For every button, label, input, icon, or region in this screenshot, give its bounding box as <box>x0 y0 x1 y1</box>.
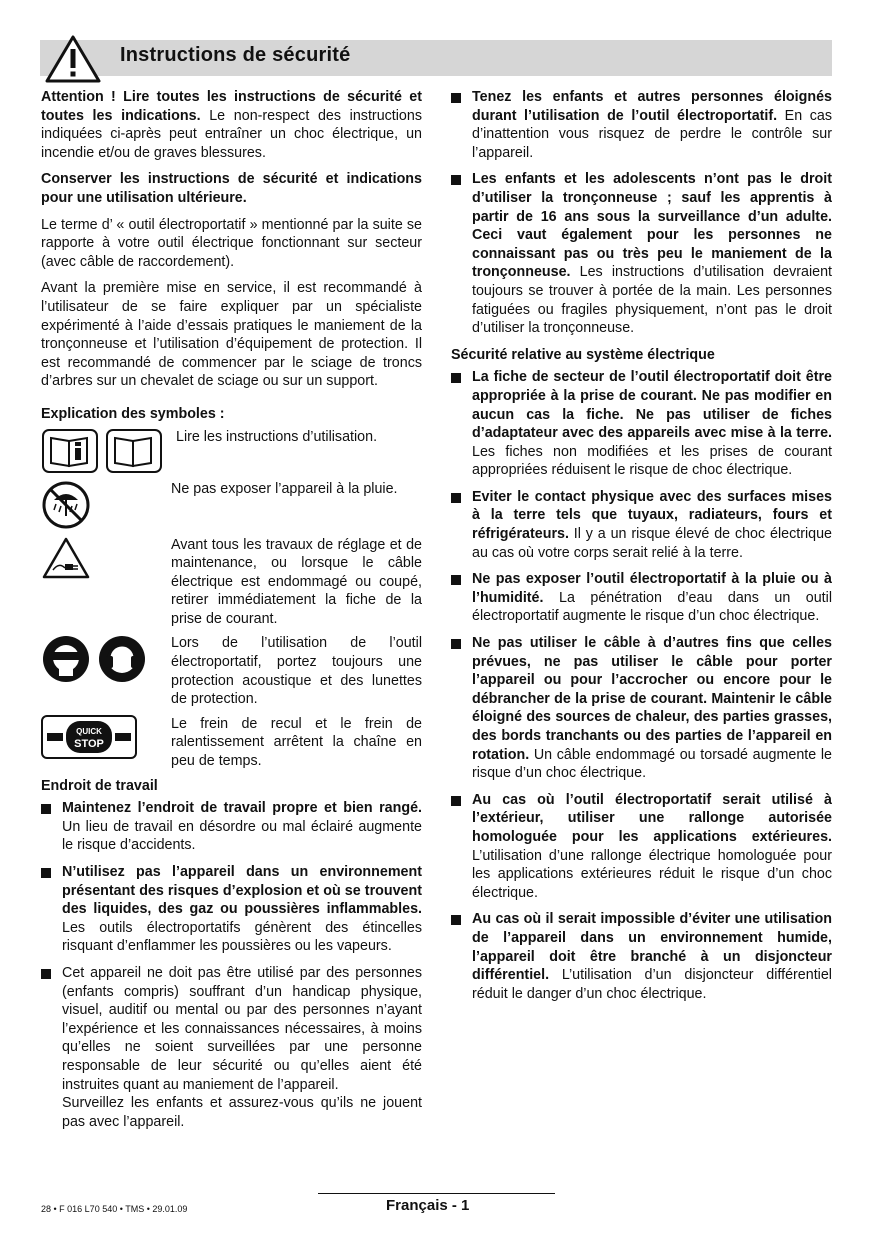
book-icon <box>105 428 163 474</box>
workplace-heading: Endroit de travail <box>41 777 158 794</box>
list-item: Eviter le contact physique avec des surfaces mises à la terre tels que tuyaux, radiateurs, fours et réfrigérateurs. Il y a un risque élevé de choc électrique au cas où votre corps serait relié à la terre. <box>451 488 832 562</box>
badge-top-text: QUICK <box>76 726 102 736</box>
list-item: Ne pas exposer l’outil électroportatif à la pluie ou à l’humidité. La pénétration d’eau dans un outil électroportatif augmente le risque d’un choc électrique. <box>451 570 832 626</box>
keep-instructions: Conserver les instructions de sécurité et indications pour une utilisation ultérieure. <box>41 171 422 206</box>
list-item: La fiche de secteur de l’outil électroportatif doit être appropriée à la prise de courant. Ne pas modifier en aucun cas la fiche. Ne pas utiliser de fiches d’adaptateur avec des appareils avec mise à la terre. Les fiches non modifiées et les prises de courant appropriées réduisent le risque de choc électrique. <box>451 368 832 480</box>
symbol-row-read-manual <box>41 428 422 474</box>
warning-triangle-icon <box>44 34 102 84</box>
symbol-text: Ne pas exposer l’appareil à la pluie. <box>171 480 398 497</box>
electric-list <box>451 368 832 1003</box>
no-rain-icon <box>41 480 91 530</box>
workplace-list <box>41 799 422 1131</box>
symbol-row-protection <box>41 634 422 708</box>
manual-info-icon <box>41 428 99 474</box>
intro-warning: Attention ! Lire toutes les instructions de sécurité et toutes les indications. Le non-respect des instructions indiquées ci-après peut entraîner un choc électrique, un incendie et/ou de graves blessures. <box>41 89 422 161</box>
list-item: Tenez les enfants et autres personnes éloignés durant l’utilisation de l’outil électroportatif. En cas d’inattention vous risquez de perdre le contrôle sur l’appareil. <box>451 88 832 162</box>
list-item: N’utilisez pas l’appareil dans un environnement présentant des risques d’explosion et où se trouvent des liquides, des gaz ou poussières inflammables. Les outils électroportatifs génèrent des étincelles risquant d’enflammer les poussières ou les vapeurs. <box>41 863 422 956</box>
badge-bottom-text: STOP <box>74 737 104 750</box>
safety-glasses-icon <box>41 634 91 684</box>
electric-heading: Sécurité relative au système électrique <box>451 346 715 363</box>
quick-stop-icon <box>41 715 137 759</box>
first-use-advice: Avant la première mise en service, il est recommandé à l’utilisateur de se faire expliquer par un spécialiste expérimenté à l’aide d’essais pratiques le maniement de la tronçonneuse et l’utilisation d’équipement de protection. Il est recommandé de commencer par le sciage de troncs d’arbres sur un chevalet de sciage ou sur un support. <box>41 280 422 390</box>
list-item: Ne pas utiliser le câble à d’autres fins que celles prévues, ne pas utiliser le câble pour porter l’appareil ou pour l’accrocher ou encore pour le débrancher de la prise de courant. Maintenir le câble éloigné des sources de chaleur, des parties grasses, des bords tranchants ou des parties de l’appareil en rotation. Un câble endommagé ou torsadé augmente le risque d’un choc électrique. <box>451 634 832 783</box>
ear-protection-icon <box>97 634 147 684</box>
term-definition: Le terme d’ « outil électroportatif » mentionné par la suite se rapporte à votre outil électrique fonctionnant sur secteur (avec câble de raccordement). <box>41 216 422 270</box>
symbol-row-quick-stop <box>41 715 422 771</box>
symbol-text: Le frein de recul et le frein de ralentissement arrêtent la chaîne en peu de temps. <box>171 715 422 770</box>
left-column <box>41 88 422 1139</box>
symbol-text: Lire les instructions d’utilisation. <box>176 428 378 445</box>
list-item: Cet appareil ne doit pas être utilisé par des personnes (enfants compris) souffrant d’un handicap physique, visuel, auditif ou mental ou par des personnes n’ayant l’expérience et les connaissances nécessaires, à moins qu’elles ne soient surveillées par une personne responsable de leur sécurité ou qu’elles aient été instruites quant au maniement de l’appareil. Surveillez les enfants et assurez-vous qu’ils ne jouent pas avec l’appareil. <box>41 964 422 1131</box>
list-item: Au cas où il serait impossible d’éviter une utilisation de l’appareil dans un environnement humide, l’appareil doit être branché à un disjoncteur différentiel. L’utilisation d’un disjoncteur différentiel réduit le danger d’un choc électrique. <box>451 910 832 1003</box>
footer-divider <box>318 1193 555 1194</box>
page-number: Français - 1 <box>386 1197 470 1214</box>
page-title: Instructions de sécurité <box>120 44 351 66</box>
list-item: Au cas où l’outil électroportatif serait utilisé à l’extérieur, utiliser une rallonge autorisée homologuée pour les applications extérieures. L’utilisation d’une rallonge électrique homologuée pour les applications extérieures réduit le risque d’un choc électrique. <box>451 791 832 903</box>
unplug-warning-icon <box>41 536 91 580</box>
symbol-text: Avant tous les travaux de réglage et de maintenance, ou lorsque le câble électrique est endommagé ou coupé, retirer immédiatement la fiche de la prise de courant. <box>171 536 422 627</box>
symbol-text: Lors de l’utilisation de l’outil électroportatif, portez toujours une protection acoustique et des lunettes de protection. <box>171 635 422 708</box>
symbols-heading: Explication des symboles : <box>41 405 225 422</box>
list-item: Les enfants et les adolescents n’ont pas le droit d’utiliser la tronçonneuse ; sauf les apprentis à partir de 16 ans sous la surveillance d’un adulte. Ceci vaut également pour les personnes ne connaissant pas ou très peu le maniement de la tronçonneuse. Les instructions d’utilisation devraient toujours se trouver à portée de la main. Les personnes fatiguées ou fragiles physiquement, n’ont pas le droit d’utiliser la tronçonneuse. <box>451 170 832 337</box>
symbol-row-unplug <box>41 536 422 629</box>
children-list <box>451 88 832 338</box>
symbol-row-no-rain <box>41 480 422 530</box>
footer-reference: 28 • F 016 L70 540 • TMS • 29.01.09 <box>41 1204 188 1214</box>
right-column <box>451 88 832 1011</box>
list-item: Maintenez l’endroit de travail propre et bien rangé. Un lieu de travail en désordre ou mal éclairé augmente le risque d’accidents. <box>41 799 422 855</box>
